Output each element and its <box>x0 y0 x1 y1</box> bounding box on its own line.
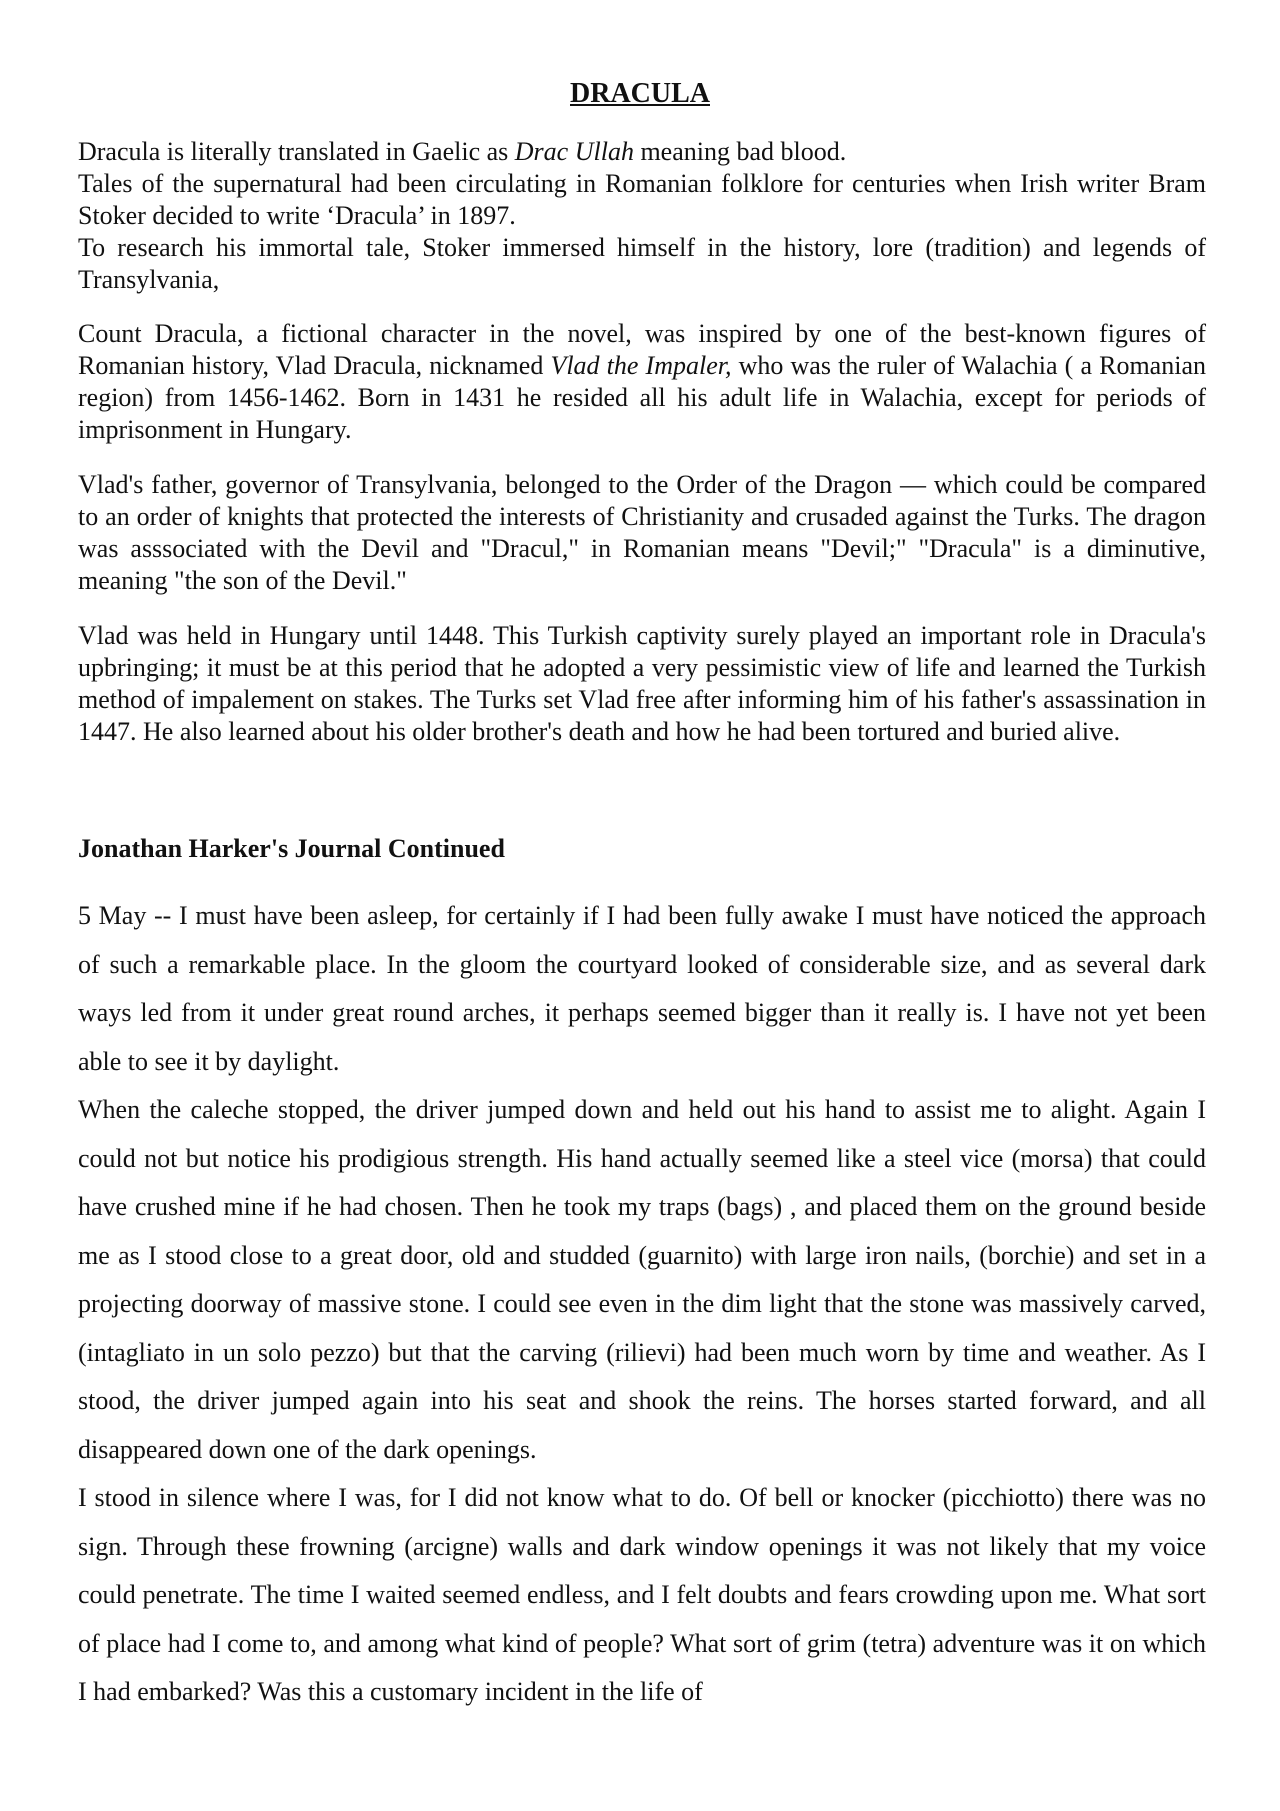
page-title: DRACULA <box>570 78 710 109</box>
intro-text: Dracula is literally translated in Gaelic as <box>78 137 515 166</box>
paragraph-vlad-captivity: Vlad was held in Hungary until 1448. This Turkish captivity surely played an important role in Dracula's upbringing; it must be at this period that he adopted a very pessimistic view of life and learned the Turkish method of impalement on stakes. The Turks set Vlad free after informing him of his father's assassination in 1447. He also learned about his older brother's death and how he had been tortured and buried alive. <box>78 621 1206 746</box>
journal-paragraph-caleche: When the caleche stopped, the driver jumped down and held out his hand to assist me to alight. Again I could not but notice his prodigious strength. His hand actually seemed like a steel vice (morsa) that could have crushed mine if he had chosen. Then he took my traps (bags) , and placed them on the ground beside me as I stood close to a great door, old and studded (guarnito) with large iron nails, (borchie) and set in a projecting doorway of massive stone. I could see even in the dim light that the stone was massively carved, (intagliato in un solo pezzo) but that the carving (rilievi) had been much worn by time and weather. As I stood, the driver jumped again into his seat and shook the reins. The horses started forward, and all disappeared down one of the dark openings. <box>78 1095 1206 1464</box>
intro-paragraph-tales: Tales of the supernatural had been circulating in Romanian folklore for centuries when Irish writer Bram Stoker decided to write ‘Dracula’ in 1897. <box>78 169 1206 230</box>
journal-paragraph-arrival: 5 May -- I must have been asleep, for certainly if I had been fully awake I must have noticed the approach of such a remarkable place. In the gloom the courtyard looked of considerable size, and as several dark ways led from it under great round arches, it perhaps seemed bigger than it really is. I have not yet been able to see it by daylight. <box>78 901 1206 1076</box>
intro-section <box>78 136 1206 296</box>
paragraph-count-dracula <box>78 318 1206 446</box>
intro-text-end: meaning bad blood. <box>633 137 847 166</box>
intro-line-drac-ullah <box>78 136 1206 168</box>
count-text: Count Dracula, a fictional character in the novel, was inspired by one of the best-known figures of Romanian history, Vlad Dracula, nicknamed <box>78 319 1206 380</box>
section-heading-journal: Jonathan Harker's Journal Continued <box>78 834 505 863</box>
count-text-end: who was the ruler of Walachia ( a Romanian region) from 1456-1462. Born in 1431 he resided all his adult life in Walachia, except for periods of imprisonment in Hungary. <box>78 351 1206 444</box>
intro-italic-term: Drac Ullah <box>514 137 634 166</box>
intro-paragraph-research: To research his immortal tale, Stoker immersed himself in the history, lore (tradition) and legends of Transylvania, <box>78 233 1206 294</box>
journal-section <box>78 892 1206 1717</box>
paragraph-vlad-father: Vlad's father, governor of Transylvania, belonged to the Order of the Dragon — which could be compared to an order of knights that protected the interests of Christianity and crusaded against the Turks. The dragon was asssociated with the Devil and "Dracul," in Romanian means "Devil;" "Dracula" is a diminutive, meaning "the son of the Devil." <box>78 470 1206 595</box>
journal-paragraph-silence: I stood in silence where I was, for I did not know what to do. Of bell or knocker (picchiotto) there was no sign. Through these frowning (arcigne) walls and dark window openings it was not likely that my voice could penetrate. The time I waited seemed endless, and I felt doubts and fears crowding upon me. What sort of place had I come to, and among what kind of people? What sort of grim (tetra) adventure was it on which I had embarked? Was this a customary incident in the life of <box>78 1483 1206 1706</box>
count-italic-nickname: Vlad the Impaler, <box>550 351 732 380</box>
